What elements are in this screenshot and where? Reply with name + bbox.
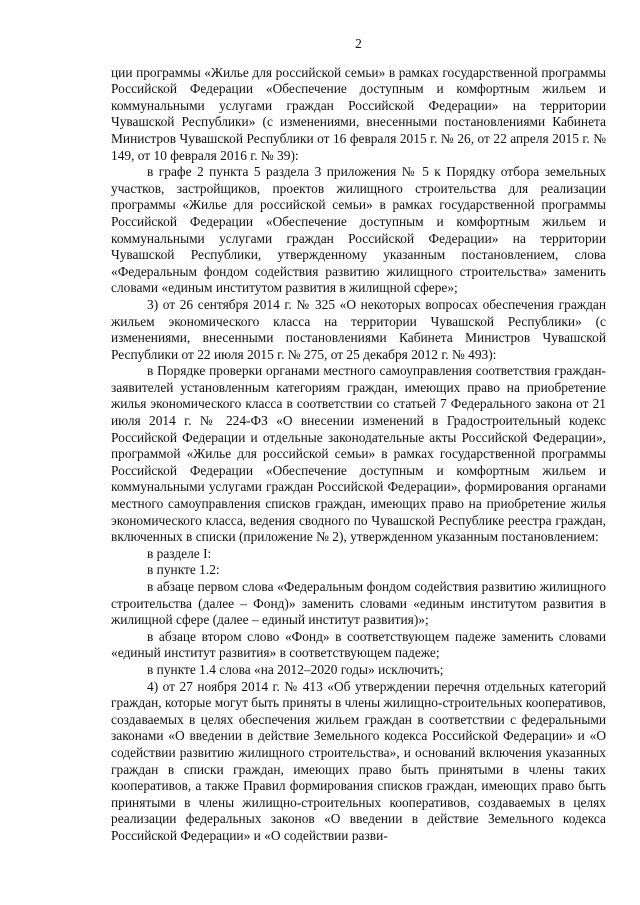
paragraph-6: в пункте 1.2: (147, 562, 220, 578)
paragraph-8: в абзаце втором слово «Фонд» в соответствующем падеже заменить словами «единый институт развития» в соответствующем падеже; (111, 628, 606, 661)
paragraph-10: 4) от 27 ноября 2014 г. № 413 «Об утверждении перечня отдельных категорий граждан, которые могут быть приняты в члены жилищно-строительных кооперативов, создаваемых в целях обеспечения жильем граждан в соответствии с федеральными законами «О введении в действие Земельного кодекса Российской Федерации» и «О содействии развитию жилищного строительства», и оснований включения указанных граждан в списки граждан, имеющих право быть принятыми в члены таких кооперативов, а также Правил формирования списков граждан, имеющих право быть принятыми в члены жилищно-строительных кооперативов, создаваемых в целях реализации федеральных законов «О введении в действие Земельного кодекса Российской Федерации» и «О содействии разви- (111, 678, 606, 843)
paragraph-9: в пункте 1.4 слова «на 2012–2020 годы» исключить; (147, 661, 444, 677)
document-body (111, 65, 606, 845)
page-number: 2 (355, 36, 362, 51)
paragraph-4: в Порядке проверки органами местного самоуправления соответствия граждан-заявителей установленным категориям граждан, имеющих право на приобретение жилья экономического класса в соответствии со статьей 7 Федерального закона от 21 июля 2014 г. № 224-ФЗ «О внесении изменений в Градостроительный кодекс Российской Федерации и отдельные законодательные акты Российской Федерации», программой «Жилье для российской семьи» в рамках государственной программы Российской Федерации «Обеспечение доступным и комфортным жильем и коммунальными услугами граждан Российской Федерации», формирования органами местного самоуправления списков граждан, имеющих право на приобретение жилья экономического класса, ведения сводного по Чувашской Республике реестра граждан, включенных в списки (приложение № 2), утвержденном указанным постановлением: (111, 363, 606, 545)
paragraph-5: в разделе I: (147, 545, 212, 561)
paragraph-2: в графе 2 пункта 5 раздела 3 приложения № 5 к Порядку отбора земельных участков, застройщиков, проектов жилищного строительства для реализации программы «Жилье для российской семьи» в рамках государственной программы Российской Федерации «Обеспечение доступным и комфортным жильем и коммунальными услугами граждан Российской Федерации» на территории Чувашской Республики, утвержденному указанным постановлением, слова «Федеральным фондом содействия развитию жилищного строительства» заменить словами «единым институтом развития в жилищной сфере»; (111, 164, 606, 296)
paragraph-1: ции программы «Жилье для российской семьи» в рамках государственной программы Российской Федерации «Обеспечение доступным и комфортным жильем и коммунальными услугами граждан Российской Федерации» на территории Чувашской Республики» (с изменениями, внесенными постановлениями Кабинета Министров Чувашской Республики от 16 февраля 2015 г. № 26, от 22 апреля 2015 г. № 149, от 10 февраля 2016 г. № 39): (111, 64, 606, 163)
paragraph-7: в абзаце первом слова «Федеральным фондом содействия развитию жилищного строительства (далее – Фонд)» заменить словами «единым институтом развития в жилищной сфере (далее – единый институт развития)»; (111, 579, 606, 628)
paragraph-3: 3) от 26 сентября 2014 г. № 325 «О некоторых вопросах обеспечения граждан жильем экономического класса на территории Чувашской Республики» (с изменениями, внесенными постановлениями Кабинета Министров Чувашской Республики от 22 июля 2015 г. № 275, от 25 декабря 2012 г. № 493): (111, 296, 606, 362)
